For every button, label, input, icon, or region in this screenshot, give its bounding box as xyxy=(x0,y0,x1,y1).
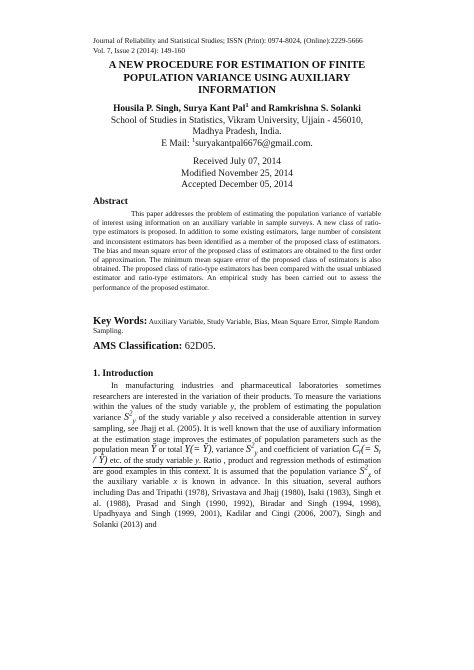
math-y: y xyxy=(212,413,216,423)
math-sub: y xyxy=(254,449,258,458)
email-mark: 1 xyxy=(191,136,196,144)
author-block xyxy=(93,101,381,150)
intro-seg: In manufacturing industries and pharmaceutical laboratories sometimes researchers are interested in the variation of their products. To measure the variations within the values of the study variable xyxy=(93,381,381,412)
math-x: x xyxy=(173,477,178,487)
footnote-rule xyxy=(93,467,211,468)
intro-seg: . Ratio , product and regression methods of estimation are good examples in this context. It is assumed that the population variance xyxy=(93,455,382,476)
intro-seg: also received a considerable attention in survey sampling, see Jhajj et al. (2005). It is well known that the use of auxiliary information at the estimation stage improves the estimates of population parameters such as the population mean xyxy=(93,413,381,455)
math-Ybar: Ȳ xyxy=(150,444,157,456)
introduction-text xyxy=(93,381,381,531)
author-names-a: Housila P. Singh, Surya Kant Pal xyxy=(113,104,246,114)
math-S-x-squared xyxy=(359,463,372,479)
title-line-3: INFORMATION xyxy=(197,85,277,97)
intro-seg: and coefficient of variation xyxy=(257,445,353,455)
ams-text: 62D05. xyxy=(182,341,216,352)
journal-line-2: Vol. 7, Issue 2 (2014): 149-160 xyxy=(93,45,186,55)
introduction-heading: 1. Introduction xyxy=(93,369,154,379)
title-line-2: POPULATION VARIANCE USING AUXILIARY xyxy=(123,72,351,84)
introduction-paragraph xyxy=(93,381,381,531)
affiliation-line-1: School of Studies in Statistics, Vikram University, Ujjain - 456010, xyxy=(110,115,364,126)
math-S: S xyxy=(359,465,365,477)
math-sub: y xyxy=(132,417,136,426)
math-S: S xyxy=(124,412,130,424)
keywords-heading: Key Words: xyxy=(93,316,148,327)
intro-seg: etc. of the study variable xyxy=(107,455,196,465)
math-Cy: Cᵧ(= Sᵧ / Ȳ) xyxy=(93,444,381,466)
title-line-1: A NEW PROCEDURE FOR ESTIMATION OF FINITE xyxy=(108,60,366,71)
intro-seg: of the auxiliary variable xyxy=(93,466,381,487)
intro-seg: of the study variable xyxy=(135,413,213,423)
math-S-y-squared xyxy=(124,409,136,426)
math-sub: x xyxy=(368,470,372,479)
dates-block xyxy=(93,157,381,192)
ams-heading: AMS Classification: xyxy=(93,341,183,352)
abstract-heading: Abstract xyxy=(93,197,128,207)
intro-seg: is known in advance. In this situation, several authors including Das and Tripathi (1978), Srivastava and Jhajj (1980), Isaki (1983), Singh et al. (1988), Prasad and Singh (1990, 1992), Biradar and Singh (1994, 1998), Upadhyaya and Singh (1999, 2001), Kadilar and Cingi (2006, 2007), Singh and Solanki (2013) and xyxy=(93,477,381,530)
keywords xyxy=(93,317,381,335)
received-date: Received July 07, 2014 xyxy=(192,157,281,167)
author-names-b: and Ramkrishna S. Solanki xyxy=(248,104,361,114)
math-sup: 2 xyxy=(129,409,133,418)
affiliation-line-2: Madhya Pradesh, India. xyxy=(192,127,282,138)
author-names xyxy=(93,101,381,116)
intro-seg: , the problem of estimating the population variance xyxy=(93,402,381,423)
math-sup: 2 xyxy=(364,463,369,472)
email-label: E Mail: xyxy=(161,138,192,149)
math-sup: 2 xyxy=(251,441,255,450)
ams-classification xyxy=(93,341,216,352)
modified-date: Modified November 25, 2014 xyxy=(181,168,293,179)
keywords-text: Auxiliary Variable, Study Variable, Bias, Mean Square Error, Simple Random Sampling. xyxy=(93,317,380,336)
math-y: y xyxy=(195,455,199,465)
math-total-Y: Y(= Ȳ) xyxy=(184,444,212,456)
intro-seg: , variance xyxy=(211,445,247,455)
math-S: S xyxy=(246,444,252,456)
math-y: y xyxy=(230,402,235,412)
author-mark: 1 xyxy=(245,101,249,109)
abstract-text: This paper addresses the problem of estimating the population variance of variable of interest using information on an auxiliary variable in sample surveys. A new class of ratio-type estimators is proposed. In addition to some existing estimators, large number of consistent and inconsistent estimators has been identified as a member of the proposed class of estimators. The bias and mean square error of the proposed class of estimators are obtained to the first order of approximation. The minimum mean square error of the proposed class of estimators is also obtained. The proposed class of ratio-type estimators has been compared with the usual unbiased estimator and ratio-type estimators. An empirical study has been carried out to assess the performance of the proposed estimator. xyxy=(93,209,381,292)
accepted-date: Accepted December 05, 2014 xyxy=(181,180,293,191)
intro-seg: or total xyxy=(156,445,185,455)
math-S-y-squared-2 xyxy=(246,441,258,458)
email-address: suryakantpal6676@gmail.com. xyxy=(195,138,313,149)
email-line xyxy=(93,136,381,151)
paper-title xyxy=(93,60,381,98)
journal-line-1: Journal of Reliability and Statistical Studies; ISSN (Print): 0974-8024, (Online):2229-5666 xyxy=(93,36,363,45)
journal-header xyxy=(93,36,393,55)
